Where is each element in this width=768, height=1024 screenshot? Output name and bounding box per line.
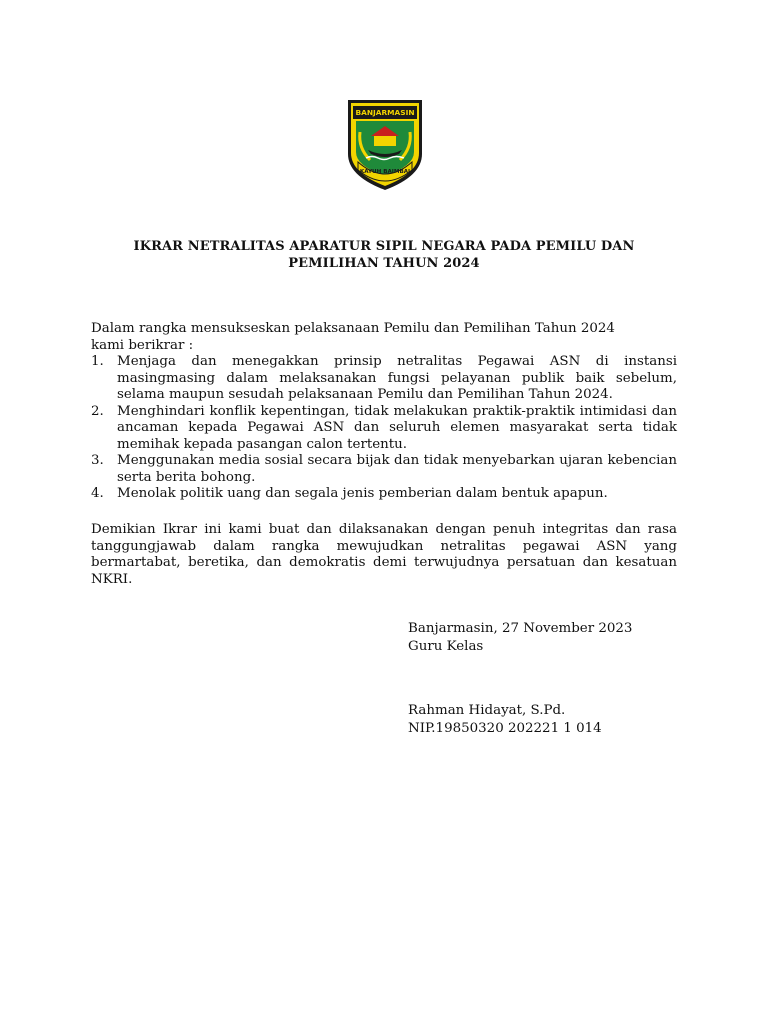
emblem-top-text: BANJARMASIN xyxy=(355,108,415,117)
list-item xyxy=(91,354,677,404)
title-line-2: PEMILIHAN TAHUN 2024 xyxy=(288,256,480,271)
signature-position: Guru Kelas xyxy=(408,638,484,654)
list-item-text: Menjaga dan menegakkan prinsip netralitas Pegawai ASN di instansi masingmasing dalam melaksanakan fungsi pelayanan publik baik sebelum, selama maupun sesudah pelaksanaan Pemilu dan Pemilihan Tahun 2024. xyxy=(117,354,677,402)
intro-paragraph xyxy=(91,321,677,354)
title-line-1: IKRAR NETRALITAS APARATUR SIPIL NEGARA PADA PEMILU DAN xyxy=(133,239,635,254)
list-item-text: Menghindari konflik kepentingan, tidak melakukan praktik-praktik intimidasi dan ancaman kepada Pegawai ASN dan seluruh elemen masyarakat serta tidak memihak kepada pasangan calon tertentu. xyxy=(117,403,677,452)
signature-header xyxy=(408,620,708,655)
list-item-text: Menolak politik uang dan segala jenis pemberian dalam bentuk apapun. xyxy=(117,486,608,501)
intro-line-2: kami berikrar : xyxy=(91,337,194,353)
list-item xyxy=(91,486,677,503)
list-item-number: 1. xyxy=(91,354,104,369)
list-item xyxy=(91,453,677,486)
banjarmasin-emblem xyxy=(344,96,426,192)
pledge-list xyxy=(91,354,677,503)
list-item-text: Menggunakan media sosial secara bijak dan tidak menyebarkan ujaran kebencian serta berita bohong. xyxy=(117,453,677,485)
signer-nip: NIP.19850320 202221 1 014 xyxy=(408,720,602,736)
signature-place-date: Banjarmasin, 27 November 2023 xyxy=(408,621,633,636)
closing-paragraph: Demikian Ikrar ini kami buat dan dilaksanakan dengan penuh integritas dan rasa tanggungjawab dalam rangka mewujudkan netralitas pegawai ASN yang bermartabat, beretika, dan demokratis demi terwujudnya persatuan dan kesatuan NKRI. xyxy=(91,522,677,587)
intro-line-1: Dalam rangka mensukseskan pelaksanaan Pemilu dan Pemilihan Tahun 2024 xyxy=(91,321,615,336)
list-item xyxy=(91,404,677,454)
document-title xyxy=(80,238,688,272)
list-item-number: 2. xyxy=(91,403,104,419)
list-item-number: 4. xyxy=(91,486,104,501)
signer-name: Rahman Hidayat, S.Pd. xyxy=(408,703,566,718)
signature-block xyxy=(408,702,708,737)
emblem-bottom-text: KAYUH BAIMBAI xyxy=(359,169,411,175)
list-item-number: 3. xyxy=(91,453,104,468)
